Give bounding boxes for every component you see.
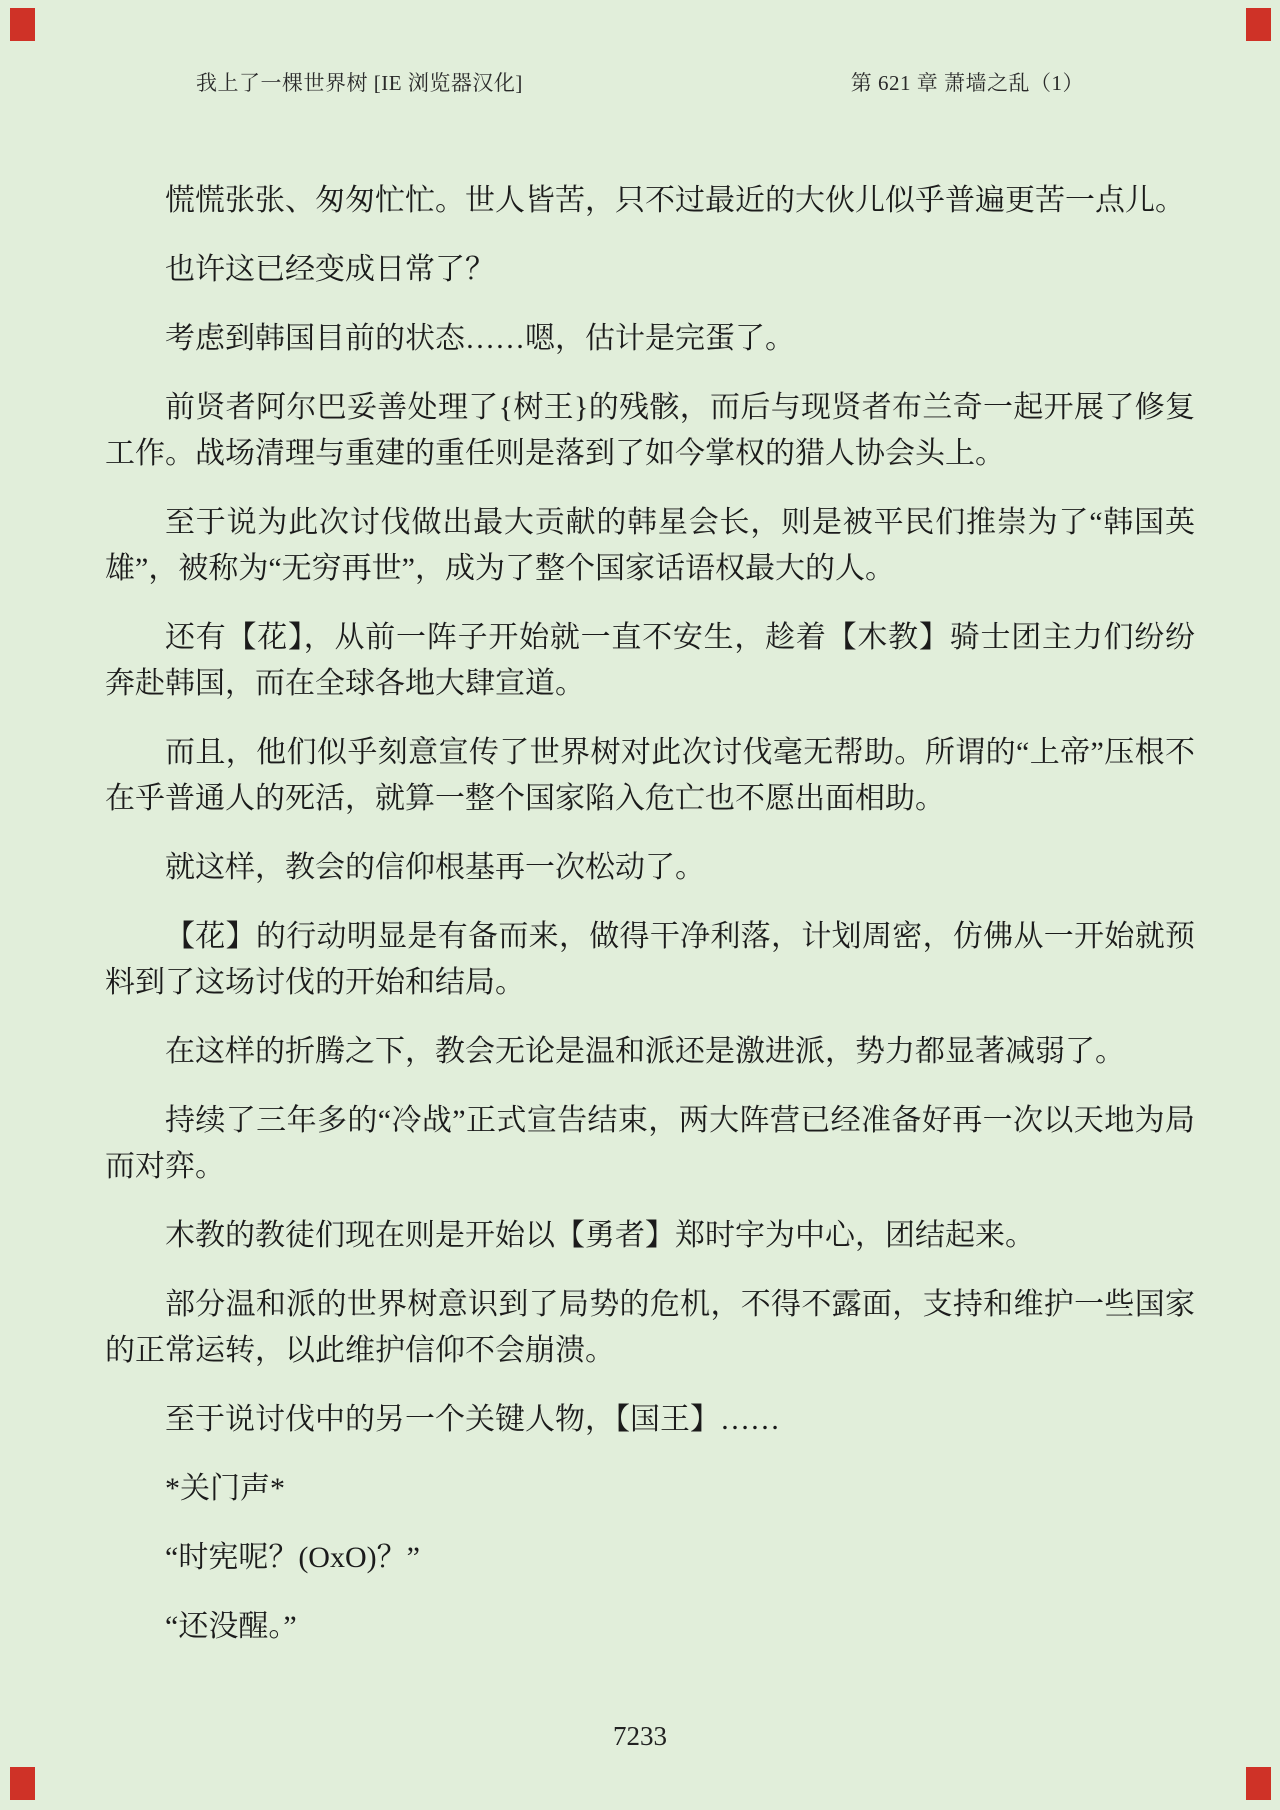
paragraph: 慌慌张张、匆匆忙忙。世人皆苦，只不过最近的大伙儿似乎普遍更苦一点儿。 [165, 184, 1185, 217]
paragraph: 至于说为此次讨伐做出最大贡献的韩星会长，则是被平民们推崇为了“韩国英雄”，被称为“无穷再世”，成为了整个国家话语权最大的人。 [105, 506, 1195, 585]
paragraph: 前贤者阿尔巴妥善处理了{树王}的残骸，而后与现贤者布兰奇一起开展了修复工作。战场清理与重建的重任则是落到了如今掌权的猎人协会头上。 [105, 391, 1195, 470]
paragraph: 在这样的折腾之下，教会无论是温和派还是激进派，势力都显著减弱了。 [165, 1035, 1125, 1068]
paragraph: “时宪呢？(OxO)？” [165, 1541, 420, 1574]
paragraph: 持续了三年多的“冷战”正式宣告结束，两大阵营已经准备好再一次以天地为局而对弈。 [105, 1104, 1195, 1183]
page-header [196, 68, 1084, 98]
corner-marker-bottom-right [1246, 1767, 1271, 1800]
chapter-title: 第 621 章 萧墙之乱（1） [850, 71, 1084, 95]
corner-marker-top-left [10, 8, 35, 41]
paragraph: 也许这已经变成日常了？ [165, 253, 495, 286]
corner-marker-top-right [1246, 8, 1271, 41]
paragraph: “还没醒。” [165, 1610, 297, 1643]
page-number: 7233 [613, 1721, 667, 1751]
body-text [105, 178, 1195, 1673]
paragraph: 【花】的行动明显是有备而来，做得干净利落，计划周密，仿佛从一开始就预料到了这场讨伐的开始和结局。 [105, 920, 1195, 999]
paragraph: 就这样，教会的信仰根基再一次松动了。 [165, 851, 705, 884]
paragraph: 部分温和派的世界树意识到了局势的危机，不得不露面，支持和维护一些国家的正常运转，以此维护信仰不会崩溃。 [105, 1288, 1195, 1367]
paragraph: *关门声* [165, 1472, 285, 1505]
corner-marker-bottom-left [10, 1767, 35, 1800]
book-title: 我上了一棵世界树 [IE 浏览器汉化] [196, 71, 523, 95]
paragraph: 考虑到韩国目前的状态……嗯，估计是完蛋了。 [165, 322, 795, 355]
paragraph: 木教的教徒们现在则是开始以【勇者】郑时宇为中心，团结起来。 [165, 1219, 1035, 1252]
paragraph: 至于说讨伐中的另一个关键人物，【国王】…… [165, 1403, 780, 1436]
paragraph: 而且，他们似乎刻意宣传了世界树对此次讨伐毫无帮助。所谓的“上帝”压根不在乎普通人的死活，就算一整个国家陷入危亡也不愿出面相助。 [105, 736, 1195, 815]
paragraph: 还有【花】，从前一阵子开始就一直不安生，趁着【木教】骑士团主力们纷纷奔赴韩国，而在全球各地大肆宣道。 [105, 621, 1195, 700]
